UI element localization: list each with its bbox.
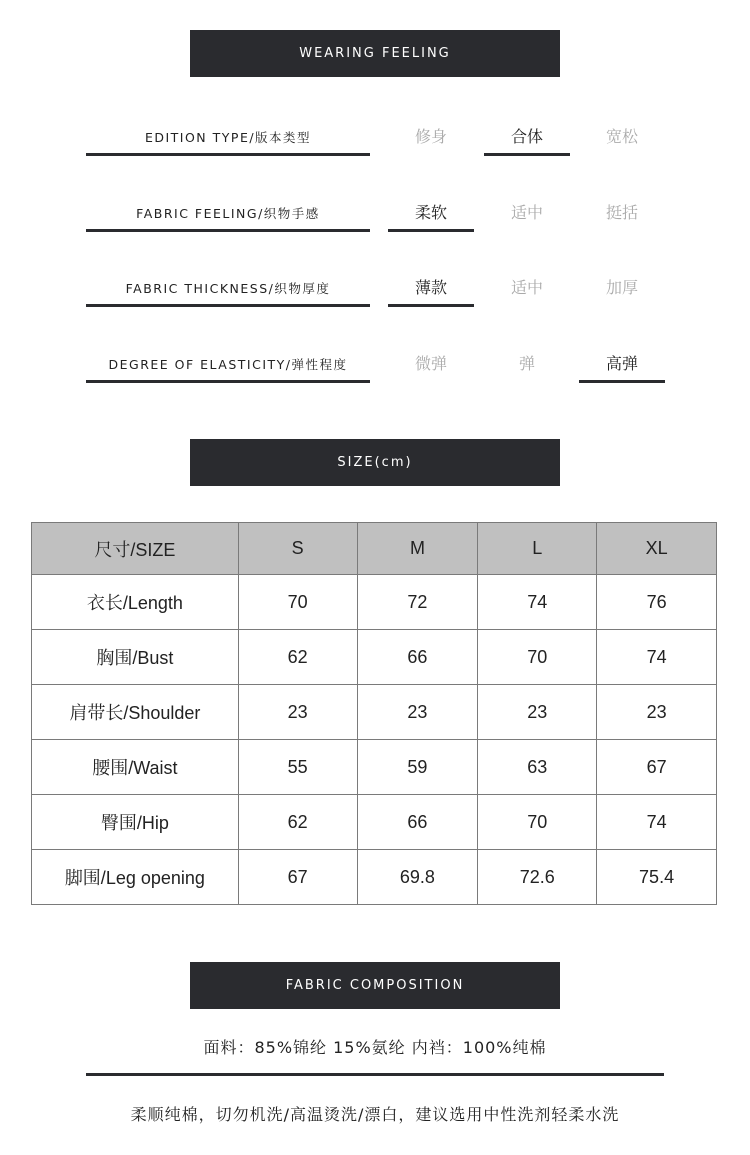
table-cell: 67 (597, 740, 717, 795)
size-header-cell: XL (597, 523, 717, 575)
table-cell: 70 (478, 630, 597, 685)
size-table-header (32, 523, 717, 575)
elasticity-option-3: 高弹 (579, 351, 665, 383)
elasticity-option-1: 微弹 (414, 354, 447, 373)
table-cell: 臀围/Hip (32, 795, 239, 850)
table-cell: 70 (478, 795, 597, 850)
table-cell: 75.4 (597, 850, 717, 905)
table-cell: 72.6 (478, 850, 597, 905)
table-cell: 59 (357, 740, 478, 795)
table-row (32, 740, 717, 795)
table-cell: 肩带长/Shoulder (32, 685, 239, 740)
fabric-thickness-option-3: 加厚 (605, 278, 638, 297)
table-cell: 66 (357, 630, 478, 685)
fabric-thickness-option-2: 适中 (510, 278, 543, 297)
elasticity-row (0, 345, 750, 395)
table-cell: 62 (238, 630, 357, 685)
edition-type-option-2: 合体 (484, 124, 570, 156)
table-cell: 脚围/Leg opening (32, 850, 239, 905)
fabric-feeling-option-3: 挺括 (605, 203, 638, 222)
table-row (32, 850, 717, 905)
table-cell: 腰围/Waist (32, 740, 239, 795)
fabric-composition-banner (190, 962, 560, 1009)
fabric-feeling-row (0, 194, 750, 244)
size-header-cell: 尺寸/SIZE (32, 523, 239, 575)
table-cell: 衣长/Length (32, 575, 239, 630)
table-cell: 23 (478, 685, 597, 740)
table-cell: 63 (478, 740, 597, 795)
fabric-thickness-option-1: 薄款 (388, 275, 474, 307)
table-row (32, 795, 717, 850)
elasticity-label: DEGREE OF ELASTICITY/弹性程度 (86, 353, 370, 383)
table-row (32, 630, 717, 685)
table-cell: 74 (597, 795, 717, 850)
table-cell: 69.8 (357, 850, 478, 905)
wearing-feeling-banner (190, 30, 560, 77)
table-cell: 62 (238, 795, 357, 850)
fabric-thickness-label: FABRIC THICKNESS/织物厚度 (86, 277, 370, 307)
table-row (32, 685, 717, 740)
fabric-thickness-row (0, 269, 750, 319)
table-cell: 66 (357, 795, 478, 850)
edition-type-row (0, 118, 750, 168)
table-cell: 23 (597, 685, 717, 740)
table-cell: 70 (238, 575, 357, 630)
edition-type-label: EDITION TYPE/版本类型 (86, 126, 370, 156)
size-table (31, 522, 717, 905)
elasticity-option-2: 弹 (518, 354, 535, 373)
size-title: SIZE(cm) (337, 455, 413, 470)
table-cell: 76 (597, 575, 717, 630)
fabric-feeling-option-2: 适中 (510, 203, 543, 222)
size-banner (190, 439, 560, 486)
table-row (32, 575, 717, 630)
wearing-feeling-title: WEARING FEELING (299, 46, 451, 61)
fabric-feeling-option-1: 柔软 (388, 200, 474, 232)
table-cell: 67 (238, 850, 357, 905)
table-cell: 23 (357, 685, 478, 740)
table-cell: 胸围/Bust (32, 630, 239, 685)
care-instructions: 柔顺纯棉，切勿机洗/高温烫洗/漂白，建议选用中性洗剂轻柔水洗 (130, 1105, 620, 1124)
edition-type-option-1: 修身 (414, 127, 447, 146)
fabric-composition-title: FABRIC COMPOSITION (285, 978, 465, 993)
fabric-feeling-label: FABRIC FEELING/织物手感 (86, 202, 370, 232)
table-cell: 23 (238, 685, 357, 740)
table-cell: 74 (597, 630, 717, 685)
size-header-cell: S (238, 523, 357, 575)
table-cell: 72 (357, 575, 478, 630)
size-header-cell: L (478, 523, 597, 575)
composition-text: 面料：85%锦纶 15%氨纶 内裆：100%纯棉 (203, 1038, 547, 1057)
size-header-cell: M (357, 523, 478, 575)
edition-type-option-3: 宽松 (605, 127, 638, 146)
table-cell: 55 (238, 740, 357, 795)
table-cell: 74 (478, 575, 597, 630)
divider (86, 1073, 664, 1076)
